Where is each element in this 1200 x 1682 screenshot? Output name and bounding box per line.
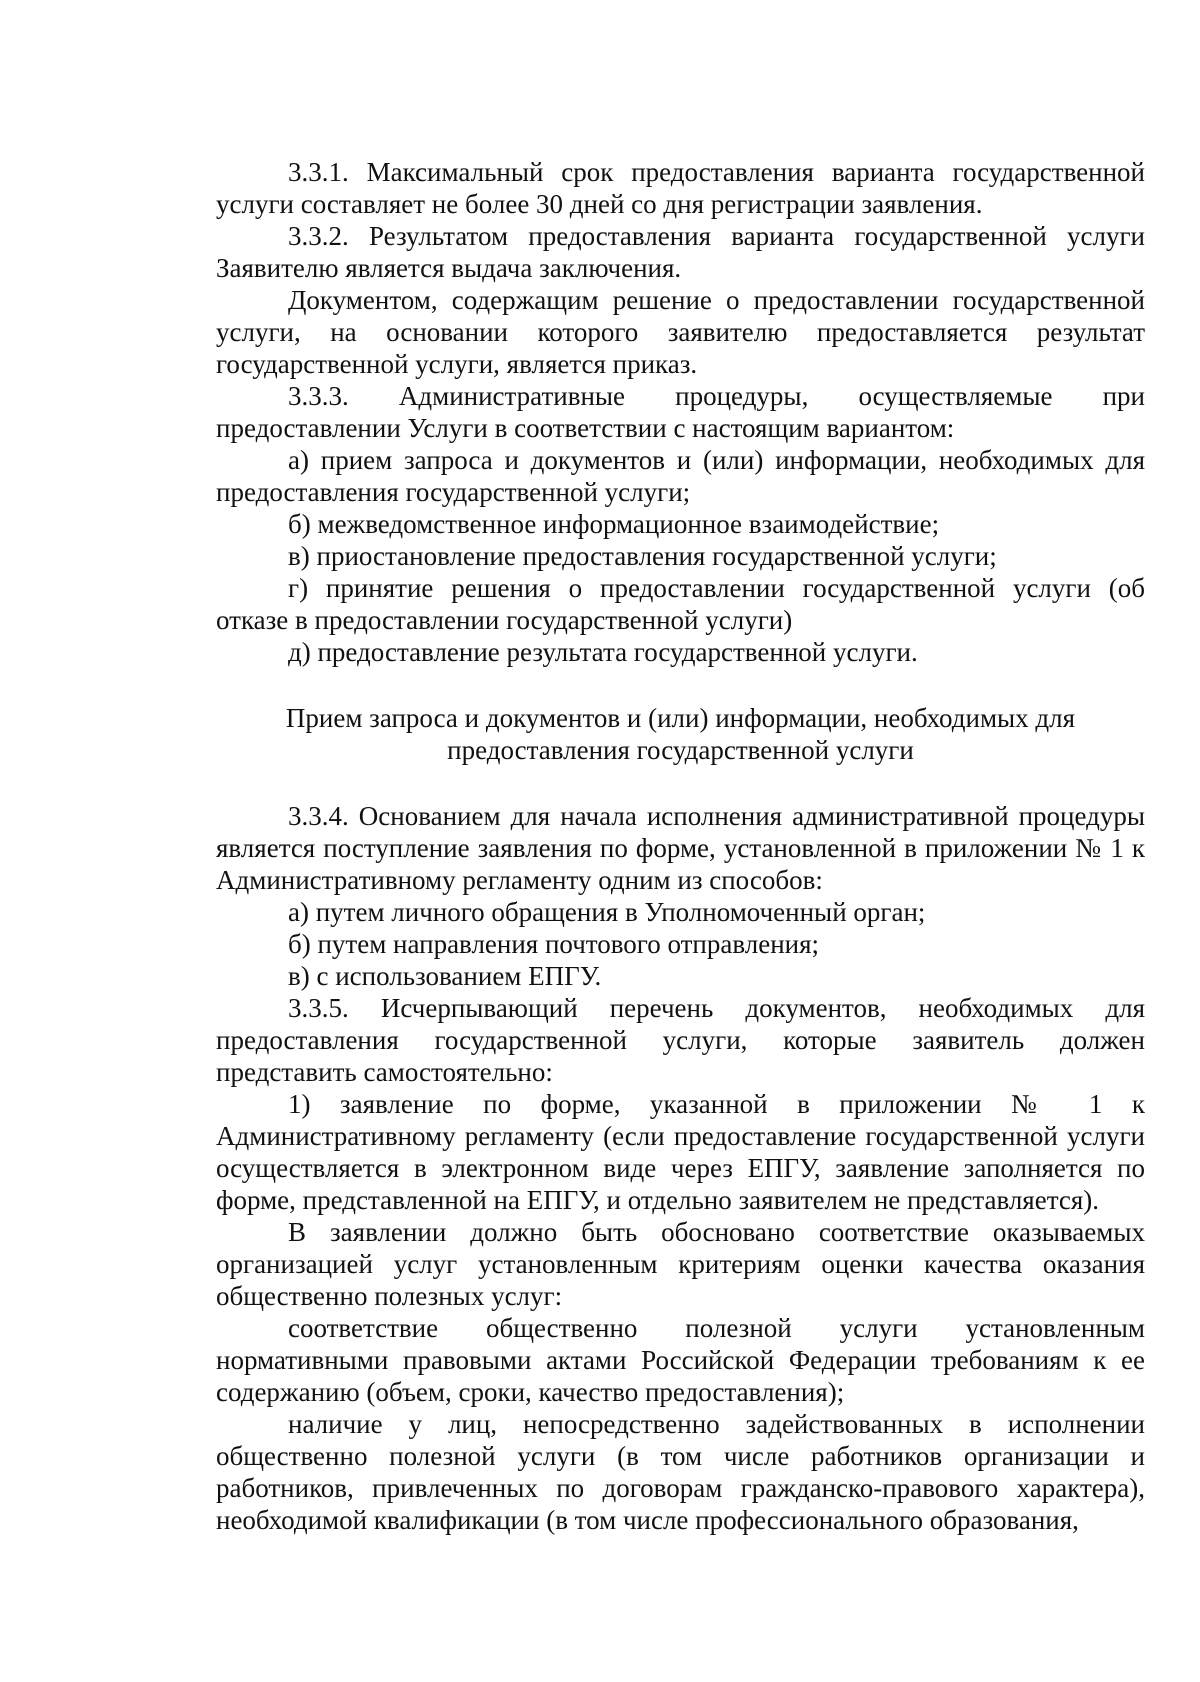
document-body (216, 156, 1145, 1536)
criterion-compliance: соответствие общественно полезной услуги установленным нормативными правовыми актами Российской Федерации требованиям к ее содержанию (объем, сроки, качество предоставления); (216, 1313, 1145, 1407)
method-item-a: а) путем личного обращения в Уполномоченный орган; (288, 897, 926, 927)
list-item-a: а) прием запроса и документов и (или) информации, необходимых для предоставления государственной услуги; (216, 445, 1145, 507)
paragraph-3-3-4: 3.3.4. Основанием для начала исполнения административной процедуры является поступление заявления по форме, установленной в приложении № 1 к Административному регламенту одним из способов: (216, 801, 1145, 895)
list-item-d: д) предоставление результата государственной услуги. (288, 637, 918, 667)
section-heading (216, 702, 1145, 766)
paragraph-3-3-5: 3.3.5. Исчерпывающий перечень документов, необходимых для предоставления государственной услуги, которые заявитель должен представить самостоятельно: (216, 993, 1145, 1087)
list-item-b: б) межведомственное информационное взаимодействие; (288, 509, 940, 539)
section-heading-line-2: предоставления государственной услуги (447, 735, 914, 765)
paragraph-3-3-3: 3.3.3. Административные процедуры, осуществляемые при предоставлении Услуги в соответствии с настоящим вариантом: (216, 381, 1145, 443)
method-item-v: в) с использованием ЕПГУ. (288, 961, 602, 991)
paragraph-justification: В заявлении должно быть обосновано соответствие оказываемых организацией услуг установленным критериям оценки качества оказания общественно полезных услуг: (216, 1217, 1145, 1311)
criterion-qualification: наличие у лиц, непосредственно задействованных в исполнении общественно полезной услуги (в том числе работников организации и работников, привлеченных по договорам гражданско-правового характера), необходимой квалификации (в том числе профессионального образования, (216, 1409, 1145, 1535)
document-item-1: 1) заявление по форме, указанной в приложении № 1 к Административному регламенту (если предоставление государственной услуги осуществляется в электронном виде через ЕПГУ, заявление заполняется по форме, представленной на ЕПГУ, и отдельно заявителем не представляется). (216, 1089, 1145, 1215)
paragraph-3-3-1: 3.3.1. Максимальный срок предоставления варианта государственной услуги составляет не более 30 дней со дня регистрации заявления. (216, 157, 1145, 219)
paragraph-decision-document: Документом, содержащим решение о предоставлении государственной услуги, на основании которого заявителю предоставляется результат государственной услуги, является приказ. (216, 285, 1145, 379)
section-heading-line-1: Прием запроса и документов и (или) информации, необходимых для (285, 703, 1076, 733)
method-item-b: б) путем направления почтового отправления; (288, 929, 820, 959)
list-item-v: в) приостановление предоставления государственной услуги; (288, 541, 997, 571)
paragraph-3-3-2: 3.3.2. Результатом предоставления варианта государственной услуги Заявителю является выдача заключения. (216, 221, 1145, 283)
list-item-g: г) принятие решения о предоставлении государственной услуги (об отказе в предоставлении государственной услуги) (216, 573, 1145, 635)
